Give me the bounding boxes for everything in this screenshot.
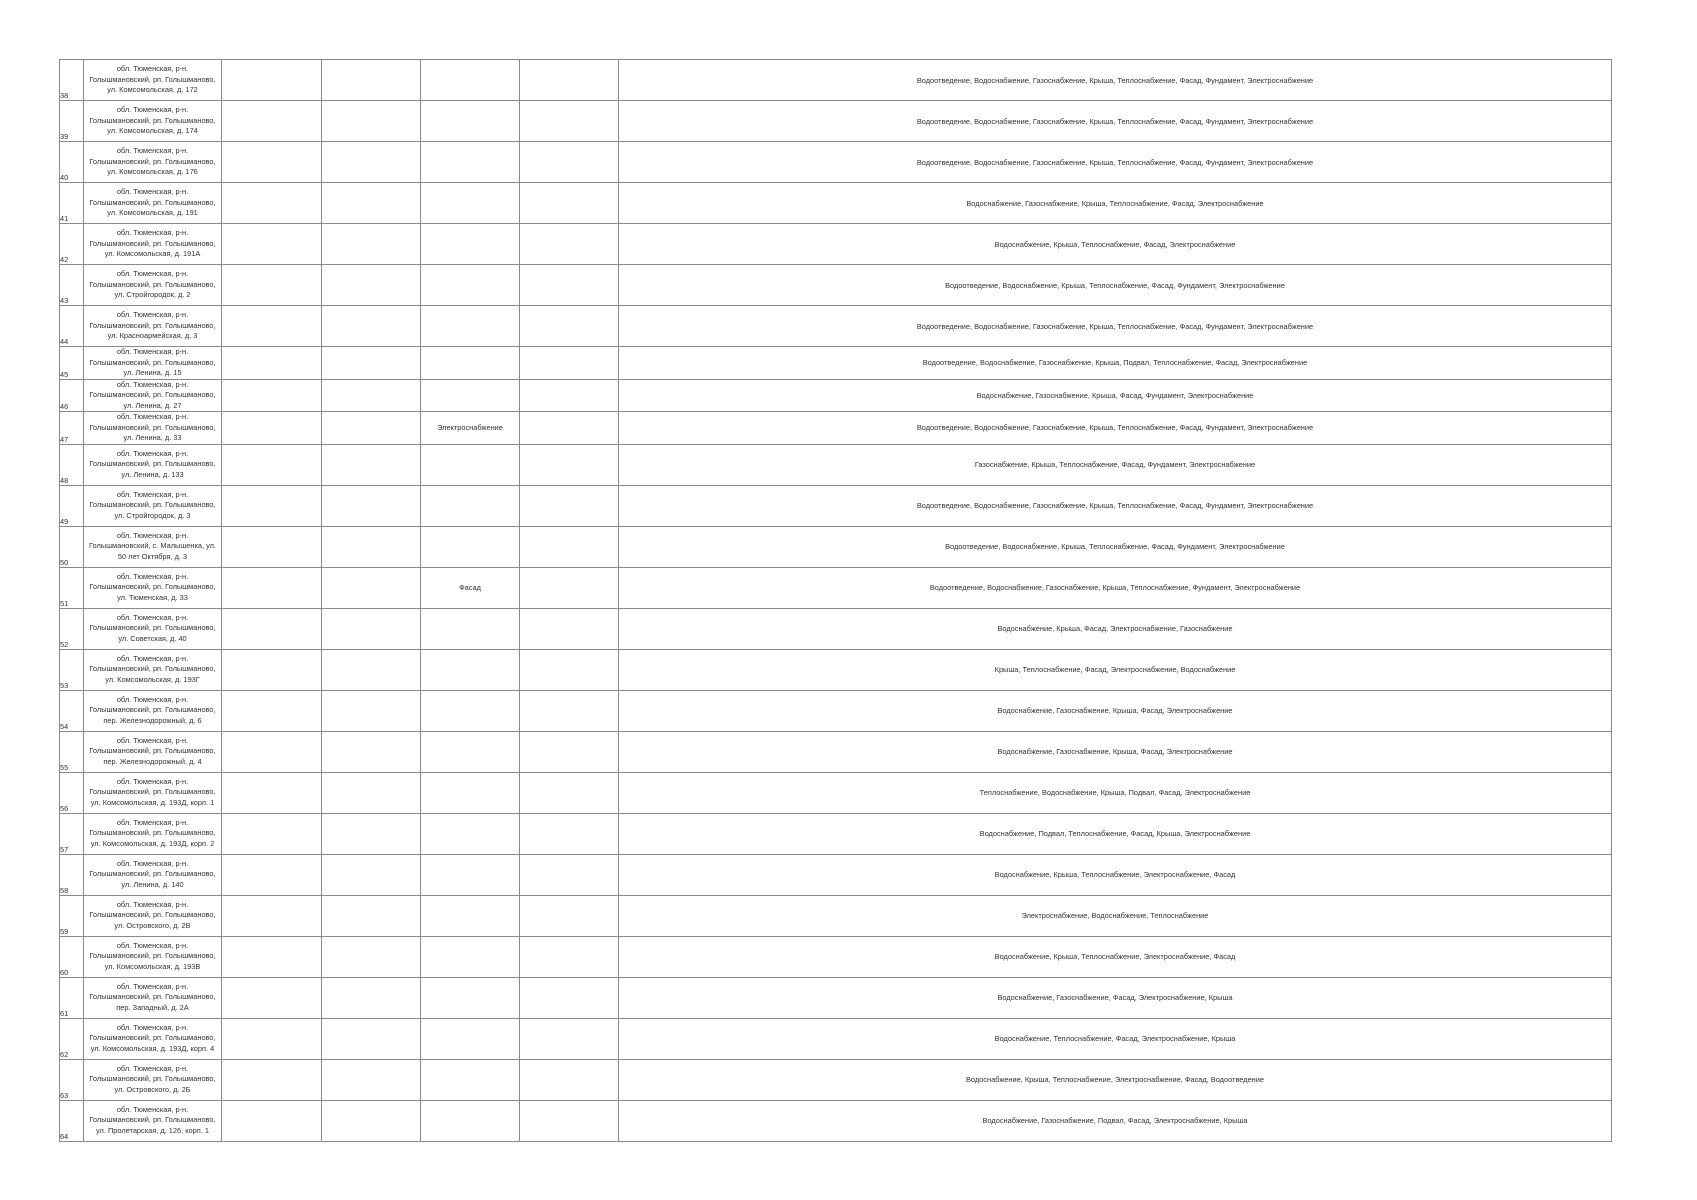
address-line: Голышмановский, рп. Голышманово, [89, 1115, 216, 1125]
empty-cell-3 [222, 60, 322, 101]
work-type-cell [421, 444, 520, 485]
empty-cell-4 [322, 608, 421, 649]
address-cell [84, 895, 222, 936]
works-list-cell: Электроснабжение, Водоснабжение, Теплоснабжение [619, 895, 1612, 936]
table-row [60, 690, 1612, 731]
empty-cell-4 [322, 183, 421, 224]
address-line: ул. Стройгородок, д. 3 [114, 510, 191, 520]
address-line: обл. Тюменская, р-н. [116, 105, 189, 115]
table-row [60, 977, 1612, 1018]
empty-cell-3 [222, 608, 322, 649]
address-cell [84, 608, 222, 649]
work-type-cell [421, 306, 520, 347]
address-line: обл. Тюменская, р-н. [116, 612, 189, 622]
table-row [60, 347, 1612, 380]
address-line: Голышмановский, рп. Голышманово, [89, 459, 216, 469]
empty-cell-6 [520, 60, 619, 101]
address-line: обл. Тюменская, р-н. [116, 530, 189, 540]
row-number: 47 [60, 412, 84, 445]
empty-cell-3 [222, 183, 322, 224]
works-list-cell: Газоснабжение, Крыша, Теплоснабжение, Фасад, Фундамент, Электроснабжение [619, 444, 1612, 485]
empty-cell-4 [322, 936, 421, 977]
works-list-cell: Водоотведение, Водоснабжение, Газоснабжение, Крыша, Теплоснабжение, Фасад, Фундамент, Электроснабжение [619, 485, 1612, 526]
address-line: Голышмановский, рп. Голышманово, [89, 115, 216, 125]
address-line: Голышмановский, рп. Голышманово, [89, 992, 216, 1002]
empty-cell-4 [322, 895, 421, 936]
work-type-cell [421, 1018, 520, 1059]
address-cell [84, 101, 222, 142]
address-line: Голышмановский, рп. Голышманово, [89, 1033, 216, 1043]
empty-cell-3 [222, 1100, 322, 1141]
address-line: Голышмановский, рп. Голышманово, [89, 279, 216, 289]
address-line: ул. Комсомольская, д. 193Д, корп. 1 [90, 797, 215, 807]
address-line: ул. Советская, д. 40 [118, 633, 187, 643]
work-type-cell [421, 854, 520, 895]
table-row [60, 412, 1612, 445]
works-list-cell: Водоснабжение, Газоснабжение, Фасад, Электроснабжение, Крыша [619, 977, 1612, 1018]
empty-cell-4 [322, 1018, 421, 1059]
table-row [60, 772, 1612, 813]
empty-cell-4 [322, 772, 421, 813]
address-line: обл. Тюменская, р-н. [116, 310, 189, 320]
address-line: обл. Тюменская, р-н. [116, 187, 189, 197]
empty-cell-6 [520, 813, 619, 854]
address-line: пер. Западный, д. 2А [116, 1002, 189, 1012]
empty-cell-6 [520, 183, 619, 224]
work-type-cell [421, 60, 520, 101]
work-type-cell [421, 183, 520, 224]
address-line: Голышмановский, рп. Голышманово, [89, 828, 216, 838]
empty-cell-6 [520, 412, 619, 445]
row-number: 40 [60, 142, 84, 183]
address-cell [84, 1100, 222, 1141]
address-line: ул. Комсомольская, д. 176 [107, 167, 198, 177]
works-list-cell: Водоотведение, Водоснабжение, Крыша, Теплоснабжение, Фасад, Фундамент, Электроснабжение [619, 526, 1612, 567]
address-line: обл. Тюменская, р-н. [116, 858, 189, 868]
works-list-cell: Водоснабжение, Газоснабжение, Крыша, Теплоснабжение, Фасад, Электроснабжение [619, 183, 1612, 224]
empty-cell-4 [322, 485, 421, 526]
address-line: 50 лет Октября, д. 3 [117, 551, 188, 561]
address-line: Голышмановский, рп. Голышманово, [89, 664, 216, 674]
address-line: ул. Комсомольская, д. 172 [107, 85, 198, 95]
table-row [60, 183, 1612, 224]
row-number: 38 [60, 60, 84, 101]
address-line: Голышмановский, рп. Голышманово, [89, 74, 216, 84]
row-number: 59 [60, 895, 84, 936]
empty-cell-3 [222, 1018, 322, 1059]
table-row [60, 649, 1612, 690]
empty-cell-6 [520, 895, 619, 936]
empty-cell-6 [520, 306, 619, 347]
row-number: 43 [60, 265, 84, 306]
empty-cell-4 [322, 690, 421, 731]
empty-cell-4 [322, 379, 421, 412]
address-line: Голышмановский, рп. Голышманово, [89, 500, 216, 510]
empty-cell-3 [222, 265, 322, 306]
table-row [60, 142, 1612, 183]
table-row [60, 854, 1612, 895]
table-row [60, 306, 1612, 347]
address-line: Голышмановский, рп. Голышманово, [89, 951, 216, 961]
work-type-cell [421, 526, 520, 567]
address-line: ул. Ленина, д. 15 [123, 368, 182, 377]
works-list-cell: Водоотведение, Водоснабжение, Газоснабжение, Крыша, Подвал, Теплоснабжение, Фасад, Электроснабжение [619, 347, 1612, 380]
address-cell [84, 690, 222, 731]
empty-cell-6 [520, 772, 619, 813]
table-row [60, 731, 1612, 772]
address-line: Голышмановский, рп. Голышманово, [89, 197, 216, 207]
table-row [60, 936, 1612, 977]
empty-cell-3 [222, 690, 322, 731]
empty-cell-3 [222, 1059, 322, 1100]
table-body [60, 60, 1612, 1142]
works-list-cell: Водоотведение, Водоснабжение, Газоснабжение, Крыша, Теплоснабжение, Фасад, Фундамент, Электроснабжение [619, 142, 1612, 183]
work-type-cell [421, 977, 520, 1018]
row-number: 61 [60, 977, 84, 1018]
address-cell [84, 306, 222, 347]
address-line: ул. Комсомольская, д. 193Г [105, 674, 200, 684]
row-number: 44 [60, 306, 84, 347]
empty-cell-4 [322, 813, 421, 854]
empty-cell-4 [322, 1100, 421, 1141]
work-type-cell [421, 813, 520, 854]
address-line: ул. Пролетарская, д. 126, корп. 1 [96, 1125, 209, 1135]
empty-cell-3 [222, 485, 322, 526]
works-list-cell: Водоснабжение, Газоснабжение, Крыша, Фасад, Фундамент, Электроснабжение [619, 379, 1612, 412]
empty-cell-6 [520, 936, 619, 977]
address-cell [84, 567, 222, 608]
works-list-cell: Водоснабжение, Газоснабжение, Крыша, Фасад, Электроснабжение [619, 731, 1612, 772]
address-line: обл. Тюменская, р-н. [116, 379, 189, 389]
empty-cell-4 [322, 347, 421, 380]
address-line: обл. Тюменская, р-н. [116, 347, 189, 356]
row-number: 48 [60, 444, 84, 485]
empty-cell-4 [322, 306, 421, 347]
empty-cell-3 [222, 649, 322, 690]
address-line: ул. Красноармейская, д. 3 [107, 331, 198, 341]
row-number: 55 [60, 731, 84, 772]
work-type-cell [421, 224, 520, 265]
address-cell [84, 183, 222, 224]
address-line: ул. Ленина, д. 133 [121, 469, 184, 479]
address-cell [84, 854, 222, 895]
empty-cell-4 [322, 142, 421, 183]
empty-cell-6 [520, 101, 619, 142]
work-type-cell [421, 649, 520, 690]
works-list-cell: Водоснабжение, Подвал, Теплоснабжение, Фасад, Крыша, Электроснабжение [619, 813, 1612, 854]
address-line: Голышмановский, рп. Голышманово, [89, 705, 216, 715]
row-number: 54 [60, 690, 84, 731]
works-list-cell: Водоотведение, Водоснабжение, Газоснабжение, Крыша, Теплоснабжение, Фасад, Фундамент, Электроснабжение [619, 60, 1612, 101]
empty-cell-6 [520, 649, 619, 690]
address-line: ул. Комсомольская, д. 174 [107, 126, 198, 136]
address-line: пер. Железнодорожный, д. 6 [103, 715, 202, 725]
address-cell [84, 444, 222, 485]
address-line: Голышмановский, рп. Голышманово, [89, 582, 216, 592]
address-line: Голышмановский, рп. Голышманово, [89, 320, 216, 330]
row-number: 45 [60, 347, 84, 380]
address-line: обл. Тюменская, р-н. [116, 1104, 189, 1114]
address-line: обл. Тюменская, р-н. [116, 735, 189, 745]
work-type-cell [421, 608, 520, 649]
address-line: обл. Тюменская, р-н. [116, 228, 189, 238]
works-table [59, 59, 1612, 1142]
row-number: 53 [60, 649, 84, 690]
work-type-cell [421, 485, 520, 526]
table-row [60, 60, 1612, 101]
address-cell [84, 60, 222, 101]
empty-cell-6 [520, 142, 619, 183]
works-list-cell: Водоснабжение, Крыша, Теплоснабжение, Электроснабжение, Фасад [619, 936, 1612, 977]
address-line: Голышмановский, рп. Голышманово, [89, 357, 216, 367]
table-row [60, 526, 1612, 567]
work-type-cell [421, 690, 520, 731]
work-type-cell: Фасад [421, 567, 520, 608]
works-list-cell: Водоотведение, Водоснабжение, Газоснабжение, Крыша, Теплоснабжение, Фасад, Фундамент, Электроснабжение [619, 306, 1612, 347]
address-line: обл. Тюменская, р-н. [116, 412, 189, 421]
work-type-cell [421, 1100, 520, 1141]
row-number: 63 [60, 1059, 84, 1100]
works-list-cell: Крыша, Теплоснабжение, Фасад, Электроснабжение, Водоснабжение [619, 649, 1612, 690]
address-line: ул. Комсомольская, д. 193Д, корп. 2 [90, 838, 215, 848]
works-list-cell: Водоотведение, Водоснабжение, Крыша, Теплоснабжение, Фасад, Фундамент, Электроснабжение [619, 265, 1612, 306]
empty-cell-3 [222, 772, 322, 813]
work-type-cell [421, 895, 520, 936]
address-cell [84, 1059, 222, 1100]
table-row [60, 444, 1612, 485]
row-number: 39 [60, 101, 84, 142]
row-number: 49 [60, 485, 84, 526]
address-cell [84, 142, 222, 183]
empty-cell-3 [222, 854, 322, 895]
address-line: Голышмановский, рп. Голышманово, [89, 238, 216, 248]
works-list-cell: Теплоснабжение, Водоснабжение, Крыша, Подвал, Фасад, Электроснабжение [619, 772, 1612, 813]
address-line: ул. Комсомольская, д. 191А [104, 249, 201, 259]
table-row [60, 813, 1612, 854]
table-row [60, 1018, 1612, 1059]
address-line: обл. Тюменская, р-н. [116, 653, 189, 663]
empty-cell-6 [520, 347, 619, 380]
address-cell [84, 649, 222, 690]
address-line: Голышмановский, рп. Голышманово, [89, 746, 216, 756]
empty-cell-3 [222, 142, 322, 183]
address-line: обл. Тюменская, р-н. [116, 981, 189, 991]
address-line: обл. Тюменская, р-н. [116, 489, 189, 499]
table-row [60, 567, 1612, 608]
works-list-cell: Водоснабжение, Крыша, Теплоснабжение, Электроснабжение, Фасад [619, 854, 1612, 895]
row-number: 50 [60, 526, 84, 567]
empty-cell-4 [322, 1059, 421, 1100]
work-type-cell [421, 1059, 520, 1100]
empty-cell-3 [222, 567, 322, 608]
table-row [60, 1100, 1612, 1141]
empty-cell-6 [520, 265, 619, 306]
empty-cell-6 [520, 977, 619, 1018]
address-line: Голышмановский, рп. Голышманово, [89, 869, 216, 879]
address-line: ул. Стройгородок, д. 2 [114, 290, 191, 300]
table-row [60, 224, 1612, 265]
row-number: 57 [60, 813, 84, 854]
work-type-cell [421, 101, 520, 142]
address-line: обл. Тюменская, р-н. [116, 899, 189, 909]
address-line: обл. Тюменская, р-н. [116, 1022, 189, 1032]
works-list-cell: Водоснабжение, Теплоснабжение, Фасад, Электроснабжение, Крыша [619, 1018, 1612, 1059]
empty-cell-3 [222, 101, 322, 142]
empty-cell-6 [520, 379, 619, 412]
address-cell [84, 347, 222, 380]
empty-cell-3 [222, 379, 322, 412]
work-type-cell [421, 265, 520, 306]
empty-cell-6 [520, 690, 619, 731]
empty-cell-4 [322, 60, 421, 101]
work-type-cell [421, 347, 520, 380]
table-row [60, 379, 1612, 412]
table-row [60, 1059, 1612, 1100]
works-list-cell: Водоотведение, Водоснабжение, Газоснабжение, Крыша, Теплоснабжение, Фасад, Фундамент, Электроснабжение [619, 412, 1612, 445]
empty-cell-3 [222, 895, 322, 936]
empty-cell-6 [520, 567, 619, 608]
row-number: 64 [60, 1100, 84, 1141]
row-number: 56 [60, 772, 84, 813]
work-type-cell [421, 772, 520, 813]
empty-cell-6 [520, 224, 619, 265]
table-row [60, 101, 1612, 142]
works-list-cell: Водоснабжение, Крыша, Теплоснабжение, Электроснабжение, Фасад, Водоотведение [619, 1059, 1612, 1100]
address-cell [84, 772, 222, 813]
address-line: Голышмановский, рп. Голышманово, [89, 1074, 216, 1084]
address-cell [84, 977, 222, 1018]
address-line: обл. Тюменская, р-н. [116, 269, 189, 279]
empty-cell-3 [222, 813, 322, 854]
address-cell [84, 936, 222, 977]
empty-cell-6 [520, 485, 619, 526]
empty-cell-4 [322, 101, 421, 142]
address-line: обл. Тюменская, р-н. [116, 571, 189, 581]
empty-cell-6 [520, 1100, 619, 1141]
address-line: ул. Островского, д. 2В [114, 920, 191, 930]
empty-cell-6 [520, 731, 619, 772]
address-cell [84, 731, 222, 772]
works-list-cell: Водоснабжение, Крыша, Фасад, Электроснабжение, Газоснабжение [619, 608, 1612, 649]
address-cell [84, 485, 222, 526]
address-cell [84, 1018, 222, 1059]
empty-cell-4 [322, 412, 421, 445]
works-list-cell: Водоснабжение, Крыша, Теплоснабжение, Фасад, Электроснабжение [619, 224, 1612, 265]
address-line: обл. Тюменская, р-н. [116, 940, 189, 950]
empty-cell-4 [322, 854, 421, 895]
address-line: обл. Тюменская, р-н. [116, 817, 189, 827]
row-number: 51 [60, 567, 84, 608]
empty-cell-3 [222, 526, 322, 567]
address-line: ул. Комсомольская, д. 191 [107, 208, 198, 218]
row-number: 42 [60, 224, 84, 265]
address-line: ул. Островского, д. 2Б [114, 1084, 191, 1094]
table-row [60, 895, 1612, 936]
empty-cell-4 [322, 731, 421, 772]
address-cell [84, 379, 222, 412]
address-cell [84, 224, 222, 265]
empty-cell-3 [222, 347, 322, 380]
work-type-cell [421, 379, 520, 412]
address-line: Голышмановский, рп. Голышманово, [89, 787, 216, 797]
address-line: Голышмановский, рп. Голышманово, [89, 422, 216, 432]
empty-cell-4 [322, 526, 421, 567]
work-type-cell [421, 142, 520, 183]
address-line: обл. Тюменская, р-н. [116, 694, 189, 704]
address-cell [84, 526, 222, 567]
empty-cell-6 [520, 526, 619, 567]
address-line: обл. Тюменская, р-н. [116, 1063, 189, 1073]
work-type-cell: Электроснабжение [421, 412, 520, 445]
empty-cell-4 [322, 265, 421, 306]
address-line: Голышмановский, рп. Голышманово, [89, 156, 216, 166]
empty-cell-3 [222, 936, 322, 977]
empty-cell-3 [222, 412, 322, 445]
address-line: ул. Тюменская, д. 33 [117, 592, 188, 602]
address-line: Голышмановский, рп. Голышманово, [89, 390, 216, 399]
address-line: обл. Тюменская, р-н. [116, 64, 189, 74]
work-type-cell [421, 936, 520, 977]
empty-cell-6 [520, 1059, 619, 1100]
works-list-cell: Водоснабжение, Газоснабжение, Подвал, Фасад, Электроснабжение, Крыша [619, 1100, 1612, 1141]
row-number: 52 [60, 608, 84, 649]
table-row [60, 485, 1612, 526]
address-line: пер. Железнодорожный, д. 4 [103, 756, 202, 766]
empty-cell-4 [322, 444, 421, 485]
address-line: ул. Комсомольская, д. 193В [104, 961, 201, 971]
empty-cell-3 [222, 444, 322, 485]
empty-cell-4 [322, 649, 421, 690]
address-cell [84, 412, 222, 445]
row-number: 60 [60, 936, 84, 977]
row-number: 41 [60, 183, 84, 224]
table-row [60, 265, 1612, 306]
address-line: обл. Тюменская, р-н. [116, 146, 189, 156]
table-row [60, 608, 1612, 649]
address-line: Голышмановский, с. Малышенка, ул. [89, 541, 216, 551]
row-number: 62 [60, 1018, 84, 1059]
empty-cell-3 [222, 306, 322, 347]
address-line: ул. Ленина, д. 140 [121, 879, 184, 889]
address-line: ул. Ленина, д. 27 [123, 400, 182, 410]
empty-cell-3 [222, 224, 322, 265]
works-list-cell: Водоотведение, Водоснабжение, Газоснабжение, Крыша, Теплоснабжение, Фундамент, Электроснабжение [619, 567, 1612, 608]
empty-cell-6 [520, 608, 619, 649]
empty-cell-4 [322, 567, 421, 608]
empty-cell-6 [520, 444, 619, 485]
works-list-cell: Водоснабжение, Газоснабжение, Крыша, Фасад, Электроснабжение [619, 690, 1612, 731]
empty-cell-6 [520, 1018, 619, 1059]
address-cell [84, 265, 222, 306]
empty-cell-3 [222, 977, 322, 1018]
address-line: Голышмановский, рп. Голышманово, [89, 623, 216, 633]
address-cell [84, 813, 222, 854]
address-line: ул. Комсомольская, д. 193Д, корп. 4 [90, 1043, 215, 1053]
row-number: 58 [60, 854, 84, 895]
address-line: Голышмановский, рп. Голышманово, [89, 910, 216, 920]
empty-cell-6 [520, 854, 619, 895]
row-number: 46 [60, 379, 84, 412]
address-line: ул. Ленина, д. 33 [123, 433, 182, 442]
empty-cell-4 [322, 977, 421, 1018]
work-type-cell [421, 731, 520, 772]
address-line: обл. Тюменская, р-н. [116, 448, 189, 458]
empty-cell-3 [222, 731, 322, 772]
works-list-cell: Водоотведение, Водоснабжение, Газоснабжение, Крыша, Теплоснабжение, Фасад, Фундамент, Электроснабжение [619, 101, 1612, 142]
address-line: обл. Тюменская, р-н. [116, 776, 189, 786]
empty-cell-4 [322, 224, 421, 265]
